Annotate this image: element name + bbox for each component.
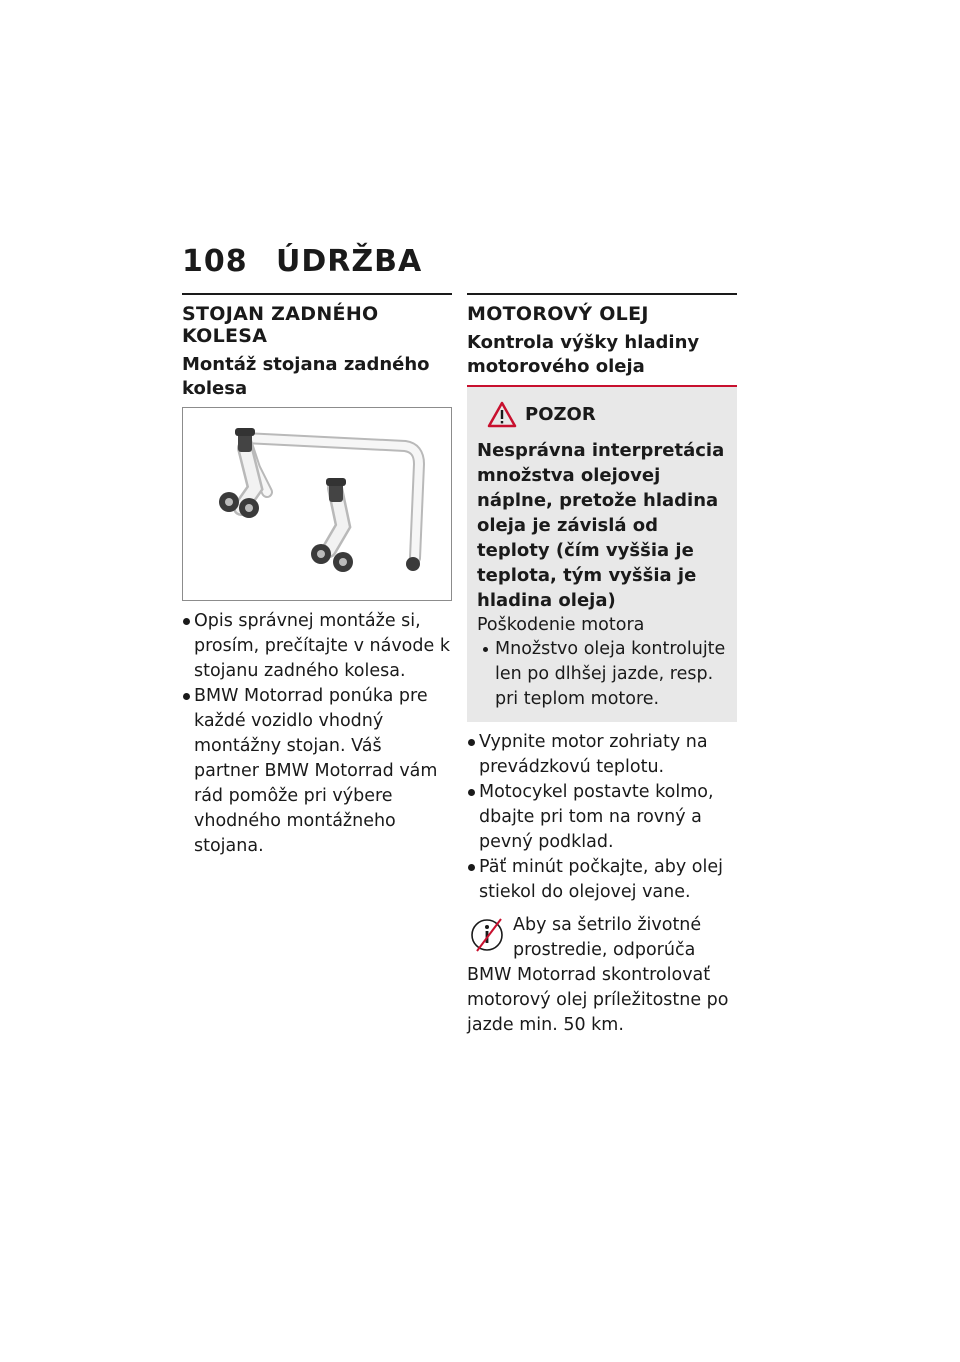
info-icon <box>467 913 511 963</box>
subsection-title-oil-level: Kontrola výšky hladiny motorového oleja <box>467 332 700 377</box>
page-header <box>182 244 422 279</box>
list-item: Množstvo oleja kontrolujte len po dlhšej jazde, resp. pri teplom motore. <box>477 637 727 712</box>
page-number: 108 <box>182 244 248 279</box>
info-text: Aby sa šetrilo životné prostredie, odporúča BMW Motorrad skontrolovať motorový olej príležitostne po jazde min. 50 km. <box>467 915 729 1035</box>
chapter-title: ÚDRŽBA <box>276 244 423 279</box>
rear-stand-figure <box>182 407 452 601</box>
warning-box <box>467 387 737 722</box>
section-rule <box>182 293 452 295</box>
list-item: BMW Motorrad ponúka pre každé vozidlo vhodný montážny stojan. Váš partner BMW Motorrad vám rád pomôže pri výbere vhodného montážneho stojana. <box>182 684 452 859</box>
list-item: Päť minút počkajte, aby olej stiekol do olejovej vane. <box>467 855 737 905</box>
info-note <box>467 913 737 1038</box>
subsection-title-stand-mounting: Montáž stojana zadného kolesa <box>182 354 430 399</box>
rear-stand-illustration <box>183 408 451 600</box>
stand-bullet-list <box>182 609 452 859</box>
list-item: Vypnite motor zohriaty na prevádzkovú teplotu. <box>467 730 737 780</box>
right-column <box>467 293 737 1038</box>
section-rule <box>467 293 737 295</box>
oil-bullet-list <box>467 730 737 905</box>
warning-list <box>477 637 727 712</box>
warning-triangle-icon <box>487 401 517 428</box>
warning-text: Nesprávna interpretácia množstva olejovej náplne, pretože hladina oleja je závislá od teploty (čím vyššia je teplota, tým vyššia je hladina oleja) <box>477 440 725 611</box>
warning-title: POZOR <box>525 404 596 425</box>
list-item: Motocykel postavte kolmo, dbajte pri tom na rovný a pevný podklad. <box>467 780 737 855</box>
list-item: Opis správnej montáže si, prosím, prečítajte v návode k stojanu zadného kolesa. <box>182 609 452 684</box>
warning-header <box>477 401 727 428</box>
warning-consequence: Poškodenie motora <box>477 615 645 635</box>
left-column <box>182 293 452 859</box>
section-title-rear-stand: STOJAN ZADNÉHO KOLESA <box>182 303 379 347</box>
section-title-engine-oil: MOTOROVÝ OLEJ <box>467 303 649 325</box>
